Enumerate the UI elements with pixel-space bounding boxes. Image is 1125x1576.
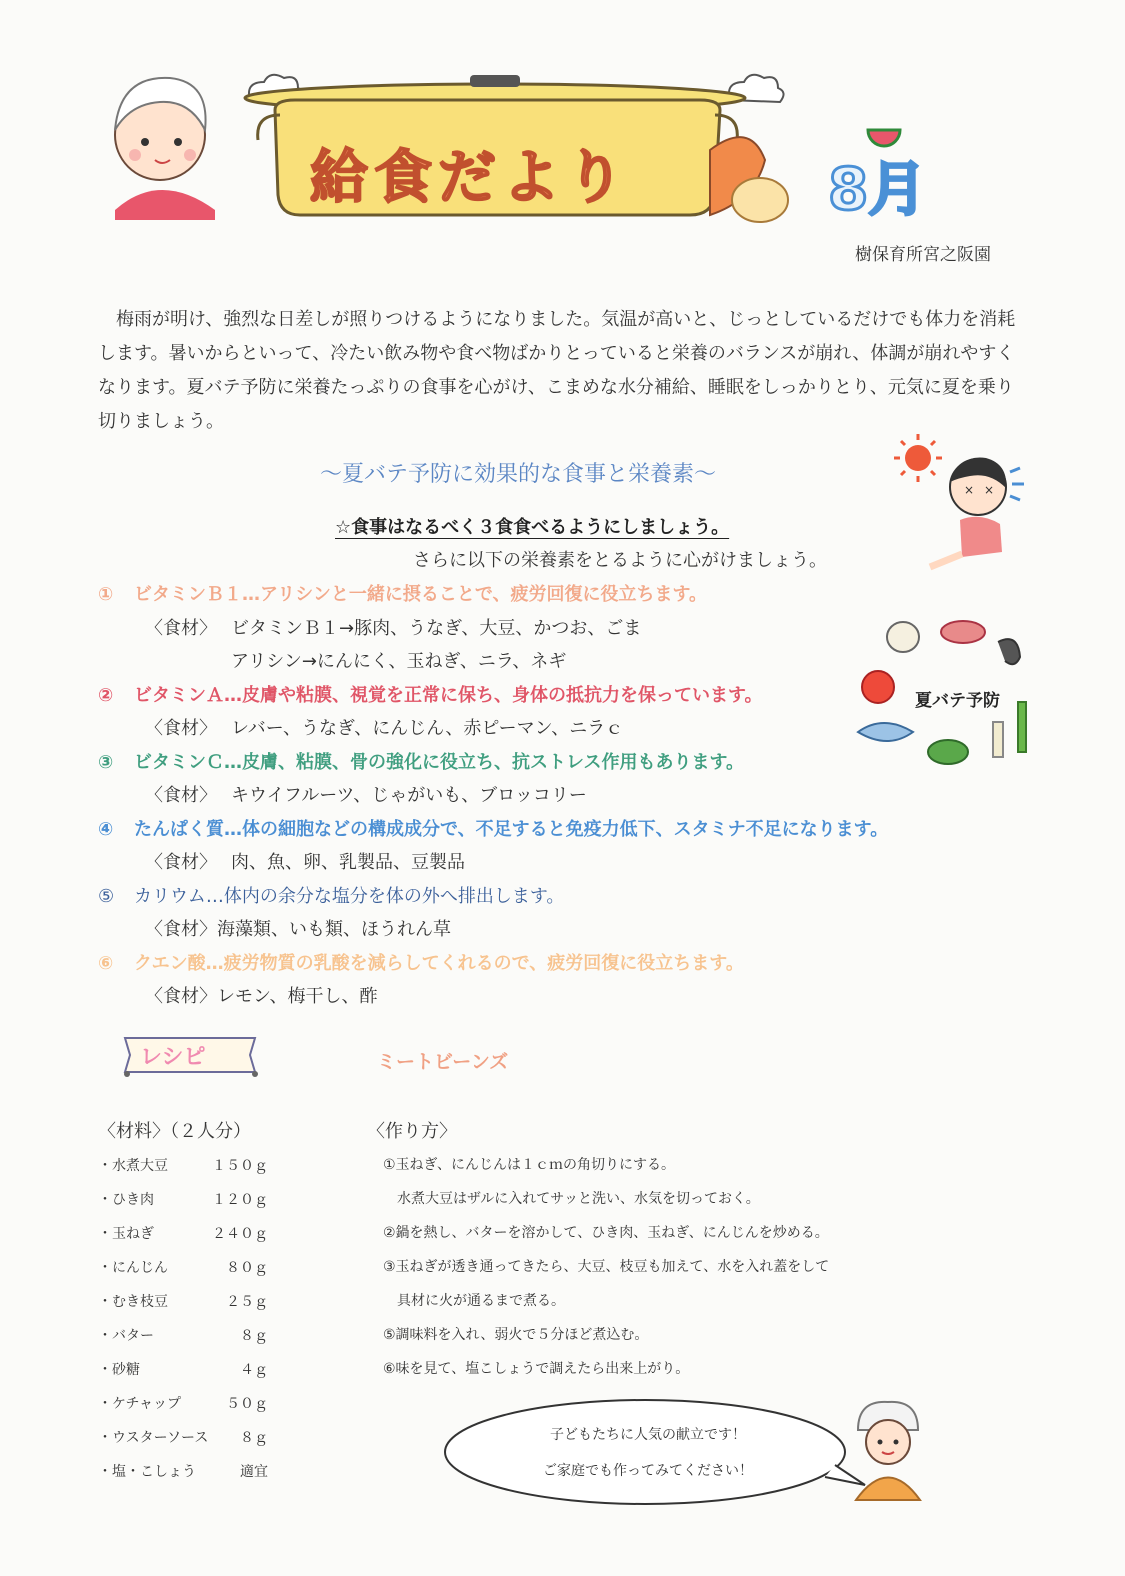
newsletter-title: 給食だより — [310, 143, 631, 211]
foods-vitamin-a: 〈食材〉 レバー、うなぎ、にんじん、赤ピーマン、ニラｃ — [145, 718, 624, 739]
recipe-step: 具材に火が通るまで煮る。 — [383, 1293, 565, 1309]
ingredient-row: ・ウスターソース ８ｇ — [98, 1430, 268, 1446]
ingredient-row: ・むき枝豆 ２５ｇ — [98, 1294, 268, 1310]
nutrient-citric-acid: ⑥ クエン酸…疲労物質の乳酸を減らしてくれるので、疲労回復に役立ちます。 — [98, 953, 744, 974]
ingredient-row: ・ひき肉 １２０ｇ — [98, 1192, 268, 1208]
tired-girl-illustration — [890, 432, 1030, 577]
bubble-line-1: 子どもたちに人気の献立です！ — [550, 1427, 746, 1443]
ingredient-row: ・水煮大豆 １５０ｇ — [98, 1158, 268, 1174]
ingredient-row: ・玉ねぎ ２４０ｇ — [98, 1226, 268, 1242]
summer-fatigue-badge: 夏バテ予防 — [915, 691, 1000, 711]
foods-protein: 〈食材〉 肉、魚、卵、乳製品、豆製品 — [145, 852, 465, 873]
foods-vitamin-b1: 〈食材〉 ビタミンＢ１→豚肉、うなぎ、大豆、かつお、ごま — [145, 618, 642, 639]
month-label: 8月 — [828, 155, 927, 223]
bubble-line-2: ご家庭でも作ってみてください！ — [543, 1463, 753, 1479]
foods-allicin: アリシン→にんにく、玉ねぎ、ニラ、ネギ — [231, 651, 567, 672]
recipe-badge-label: レシピ — [140, 1045, 206, 1070]
recipe-step: ①玉ねぎ、にんじんは１ｃｍの角切りにする。 — [383, 1157, 675, 1173]
nutrient-vitamin-a: ② ビタミンＡ…皮膚や粘膜、視覚を正常に保ち、身体の抵抗力を保っています。 — [98, 685, 763, 706]
nutrient-vitamin-c: ③ ビタミンＣ…皮膚、粘膜、骨の強化に役立ち、抗ストレス作用もあります。 — [98, 752, 745, 773]
svg-text:×: × — [964, 483, 975, 497]
foods-vitamin-c: 〈食材〉 キウイフルーツ、じゃがいも、ブロッコリー — [145, 785, 587, 806]
intro-paragraph: 梅雨が明け、強烈な日差しが照りつけるようになりました。気温が高いと、じっとしているだけでも体力を消耗します。暑いからといって、冷たい飲み物や食べ物ばかりとっていると栄養のバランスが崩れ、体調が崩れやすくなります。夏バテ予防に栄養たっぷりの食事を心がけ、こまめな水分補給、睡眠をしっかりとり、元気に夏を乗り切りましょう。 — [98, 309, 1016, 432]
recipe-step: ⑥味を見て、塩こしょうで調えたら出来上がり。 — [383, 1361, 690, 1377]
ingredient-row: ・塩・こしょう 適宜 — [98, 1464, 268, 1480]
ingredient-row: ・ケチャップ ５０ｇ — [98, 1396, 268, 1412]
nutrients-intro: さらに以下の栄養素をとるように心がけましょう。 — [413, 550, 827, 571]
method-heading: 〈作り方〉 — [367, 1121, 457, 1142]
cook-illustration — [848, 1400, 928, 1505]
nutrient-protein: ④ たんぱく質…体の細胞などの構成成分で、不足すると免疫力低下、スタミナ不足になります。 — [98, 819, 889, 840]
recipe-step: ②鍋を熱し、バターを溶かして、ひき肉、玉ねぎ、にんじんを炒める。 — [383, 1225, 829, 1241]
speech-bubble — [440, 1395, 870, 1510]
school-name: 樹保育所宮之阪園 — [855, 245, 991, 265]
recipe-step: ③玉ねぎが透き通ってきたら、大豆、枝豆も加えて、水を入れ蓋をして — [383, 1259, 830, 1275]
recipe-step: ⑤調味料を入れ、弱火で５分ほど煮込む。 — [383, 1327, 649, 1343]
materials-heading: 〈材料〉（２人分） — [98, 1121, 251, 1142]
ingredient-row: ・にんじん ８０ｇ — [98, 1260, 268, 1276]
ingredient-row: ・砂糖 ４ｇ — [98, 1362, 268, 1378]
section-heading: ～夏バテ予防に効果的な食事と栄養素～ — [320, 462, 717, 487]
foods-citric-acid: 〈食材〉レモン、梅干し、酢 — [145, 986, 378, 1007]
nutrient-vitamin-b1: ① ビタミンＢ１…アリシンと一緒に摂ることで、疲労回復に役立ちます。 — [98, 584, 708, 605]
svg-text:×: × — [984, 483, 995, 497]
ingredient-row: ・バター ８ｇ — [98, 1328, 268, 1344]
recipe-title: ミートビーンズ — [377, 1051, 509, 1073]
recipe-step: 水煮大豆はザルに入れてサッと洗い、水気を切っておく。 — [383, 1191, 760, 1207]
foods-potassium: 〈食材〉海藻類、いも類、ほうれん草 — [145, 919, 451, 940]
nutrient-potassium: ⑤ カリウム…体内の余分な塩分を体の外へ排出します。 — [98, 886, 565, 907]
three-meals-note: ☆食事はなるべく３食食べるようにしましょう。 — [335, 517, 730, 538]
